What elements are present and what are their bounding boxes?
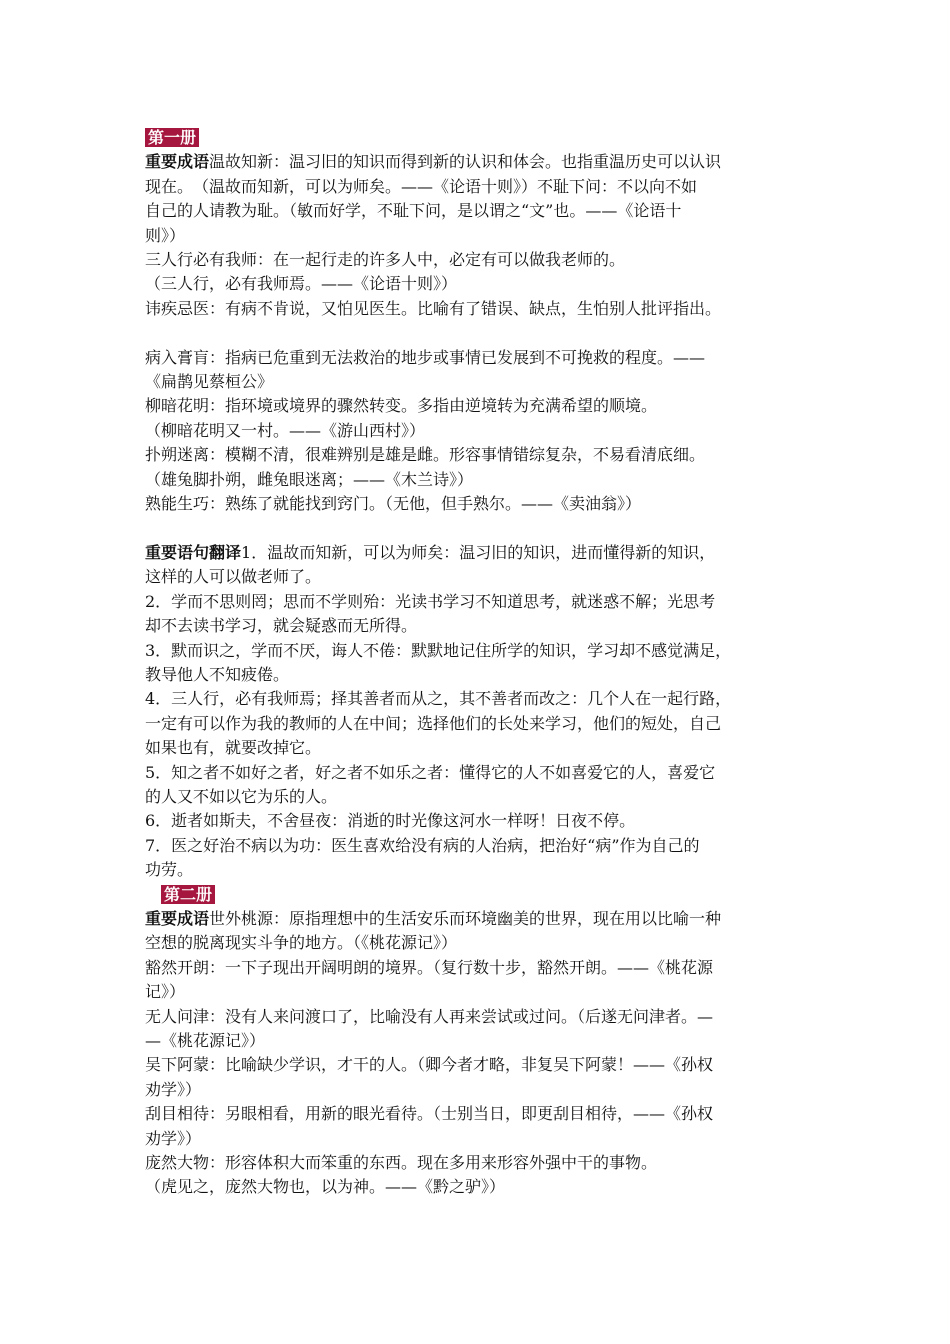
text-line: （虎见之，庞然大物也，以为神。——《黔之驴》） <box>145 1177 506 1197</box>
text-line: 自己的人请教为耻。（敏而好学，不耻下问，是以谓之“文”也。——《论语十 <box>145 201 682 221</box>
text-line: 4．三人行，必有我师焉；择其善者而从之，其不善者而改之：几个人在一起行路， <box>145 689 732 709</box>
text-line: 刮目相待：另眼相看，用新的眼光看待。（士别当日，即更刮目相待，——《孙权 <box>145 1104 714 1124</box>
text-line: 《扁鹊见蔡桓公》 <box>145 372 274 392</box>
text-line: 劝学》） <box>145 1128 202 1148</box>
text-line: 病入膏肓：指病已危重到无法救治的地步或事情已发展到不可挽救的程度。—— <box>145 347 706 367</box>
document-page <box>145 126 810 1200</box>
text-line: 豁然开朗：一下子现出开阔明朗的境界。（复行数十步，豁然开朗。——《桃花源 <box>145 957 714 977</box>
section-title-book-1: 第一册 <box>145 128 199 147</box>
text-line: 7．医之好治不病以为功：医生喜欢给没有病的人治病，把治好“病”作为自己的 <box>145 835 700 855</box>
text-line: 讳疾忌医：有病不肯说，又怕见医生。比喻有了错误、缺点，生怕别人批评指出。 <box>145 298 722 318</box>
text-line: 5．知之者不如好之者，好之者不如乐之者：懂得它的人不如喜爱它的人，喜爱它 <box>145 762 716 782</box>
idioms-label: 重要成语 <box>145 152 210 172</box>
text-line: 则》） <box>145 225 186 245</box>
section-heading-line <box>145 883 810 907</box>
text-line: 重要语句翻译1．温故而知新，可以为师矣：温习旧的知识，进而懂得新的知识， <box>145 542 716 562</box>
text-line: —《桃花源记》） <box>145 1031 266 1050</box>
text-line: （柳暗花明又一村。——《游山西村》） <box>145 420 426 440</box>
text-line: 无人问津：没有人来问渡口了，比喻没有人再来尝试或过问。（后遂无问津者。— <box>145 1006 714 1026</box>
text-line: 吴下阿蒙：比喻缺少学识，才干的人。（卿今者才略，非复吴下阿蒙！——《孙权 <box>145 1055 714 1075</box>
blank-line <box>145 321 810 345</box>
text-line: （雄兔脚扑朔，雌兔眼迷离；——《木兰诗》） <box>145 469 474 489</box>
text-line: 重要成语温故知新：温习旧的知识而得到新的认识和体会。也指重温历史可以认识 <box>145 152 722 172</box>
text-line: 现在。 （温故而知新，可以为师矣。——《论语十则》）不耻下问：不以向不如 <box>145 176 698 196</box>
text-line: 功劳。 <box>145 860 194 880</box>
text-line: 熟能生巧：熟练了就能找到窍门。（无他，但手熟尔。——《卖油翁》） <box>145 494 642 514</box>
text-line: 劝学》） <box>145 1079 202 1099</box>
text-line: 的人又不如以它为乐的人。 <box>145 786 338 806</box>
text-line: 如果也有，就要改掉它。 <box>145 738 322 758</box>
text-line: 柳暗花明：指环境或境界的骤然转变。多指由逆境转为充满希望的顺境。 <box>145 396 658 416</box>
text-line: 一定有可以作为我的教师的人在中间；选择他们的长处来学习，他们的短处，自己 <box>145 713 722 733</box>
text-line: 记》） <box>145 982 186 1002</box>
text-line: 庞然大物：形容体积大而笨重的东西。现在多用来形容外强中干的事物。 <box>145 1153 658 1173</box>
text-line: 空想的脱离现实斗争的地方。（《桃花源记》） <box>145 933 458 953</box>
text-line: 3．默而识之，学而不厌，诲人不倦：默默地记住所学的知识，学习却不感觉满足， <box>145 640 732 660</box>
text-line: 教导他人不知疲倦。 <box>145 664 290 684</box>
text-line: 这样的人可以做老师了。 <box>145 567 322 587</box>
translation-label: 重要语句翻译 <box>145 542 242 562</box>
text-line: 三人行必有我师：在一起行走的许多人中，必定有可以做我老师的。 <box>145 250 626 270</box>
text-line: 6．逝者如斯夫，不舍昼夜：消逝的时光像这河水一样呀！日夜不停。 <box>145 811 636 831</box>
section-title-book-2: 第二册 <box>161 885 215 904</box>
text-line: 2．学而不思则罔；思而不学则殆：光读书学习不知道思考，就迷惑不解；光思考 <box>145 591 716 611</box>
text-line: 重要成语世外桃源：原指理想中的生活安乐而环境幽美的世界，现在用以比喻一种 <box>145 908 722 928</box>
section-heading-line <box>145 126 810 150</box>
text-line: 却不去读书学习，就会疑惑而无所得。 <box>145 616 418 636</box>
idioms-label: 重要成语 <box>145 908 210 928</box>
text-line: 扑朔迷离：模糊不清，很难辨别是雄是雌。形容事情错综复杂，不易看清底细。 <box>145 445 706 465</box>
blank-line <box>145 516 810 540</box>
text-line: （三人行，必有我师焉。——《论语十则》） <box>145 274 458 294</box>
